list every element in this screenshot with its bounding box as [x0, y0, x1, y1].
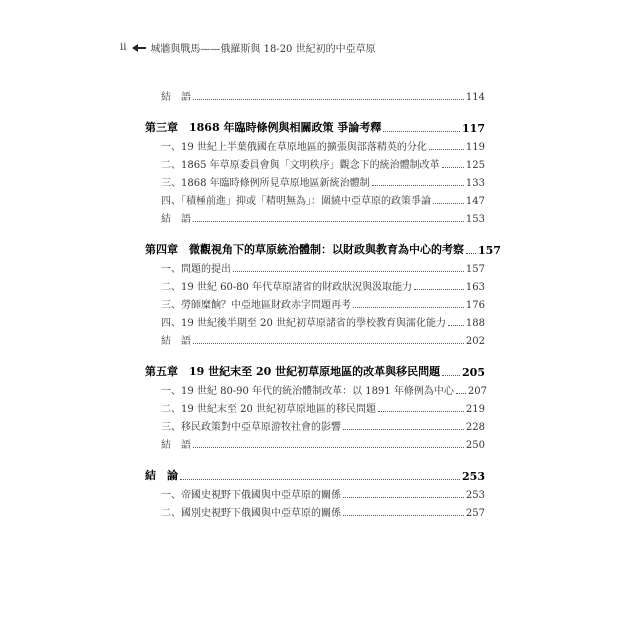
leader-dots [378, 410, 464, 412]
toc-entry: 結 語 114 [161, 92, 485, 103]
leader-dots [193, 446, 464, 448]
leader-dots [466, 252, 476, 254]
toc-entry: 一、帝國史視野下俄國與中亞草原的關係 253 [161, 490, 485, 501]
toc-entry: 四、「積極前進」抑或「精明無為」：圍繞中亞草原的政策爭論 147 [161, 196, 485, 207]
toc-entry: 結 語 153 [161, 214, 485, 225]
toc-entry: 結 語 202 [161, 336, 485, 347]
toc-chapter: 第四章 微觀視角下的草原統治體制：以財政與教育為中心的考察 157 [145, 243, 501, 257]
arrow-left-icon [132, 44, 146, 52]
toc-entry: 二、19 世紀 60-80 年代草原諸省的財政狀況與汲取能力 163 [161, 282, 485, 293]
toc-chapter: 第五章 19 世紀末至 20 世紀初草原地區的改革與移民問題 205 [145, 365, 485, 379]
leader-dots [383, 130, 460, 132]
toc-entry: 一、19 世紀 80-90 年代的統治體制改革：以 1891 年條例為中心 207 [161, 386, 487, 397]
leader-dots [343, 496, 464, 498]
leader-dots [442, 166, 464, 168]
toc-entry: 一、問題的提出 157 [161, 264, 485, 275]
page-number: ii [120, 42, 127, 53]
leader-dots [193, 342, 464, 344]
toc-entry: 三、1868 年臨時條例所見草原地區新統治體制 133 [161, 178, 485, 189]
toc-entry: 三、移民政策對中亞草原游牧社會的影響 228 [161, 422, 485, 433]
leader-dots [429, 148, 464, 150]
toc-entry: 結 語 250 [161, 440, 485, 451]
toc-entry: 三、勞師糜餉？中亞地區財政赤字問題再考 176 [161, 300, 485, 311]
toc-entry: 二、1865 年草原委員會與「文明秩序」觀念下的統治體制改革 125 [161, 160, 485, 171]
toc-entry: 一、19 世紀上半葉俄國在草原地區的擴張與部落精英的分化 119 [161, 142, 485, 153]
leader-dots [343, 428, 464, 430]
leader-dots [353, 306, 464, 308]
leader-dots [442, 374, 460, 376]
leader-dots [433, 202, 464, 204]
leader-dots [448, 324, 464, 326]
toc-chapter: 結 論 253 [145, 469, 485, 483]
leader-dots [193, 220, 464, 222]
toc-entry: 二、國別史視野下俄國與中亞草原的關係 257 [161, 508, 485, 519]
running-header [120, 40, 376, 55]
leader-dots [414, 288, 464, 290]
leader-dots [193, 98, 464, 100]
toc-chapter: 第三章 1868 年臨時條例與相關政策 爭論考釋 117 [145, 121, 485, 135]
leader-dots [456, 392, 466, 394]
leader-dots [233, 270, 464, 272]
leader-dots [343, 514, 464, 516]
leader-dots [180, 478, 460, 480]
toc-entry: 四、19 世紀後半期至 20 世紀初草原諸省的學校教育與濡化能力 188 [161, 318, 485, 329]
table-of-contents [145, 85, 501, 519]
toc-entry: 二、19 世紀末至 20 世紀初草原地區的移民問題 219 [161, 404, 485, 415]
book-title: 城牆與戰馬——俄羅斯與 18-20 世紀初的中亞草原 [150, 44, 376, 55]
leader-dots [372, 184, 464, 186]
